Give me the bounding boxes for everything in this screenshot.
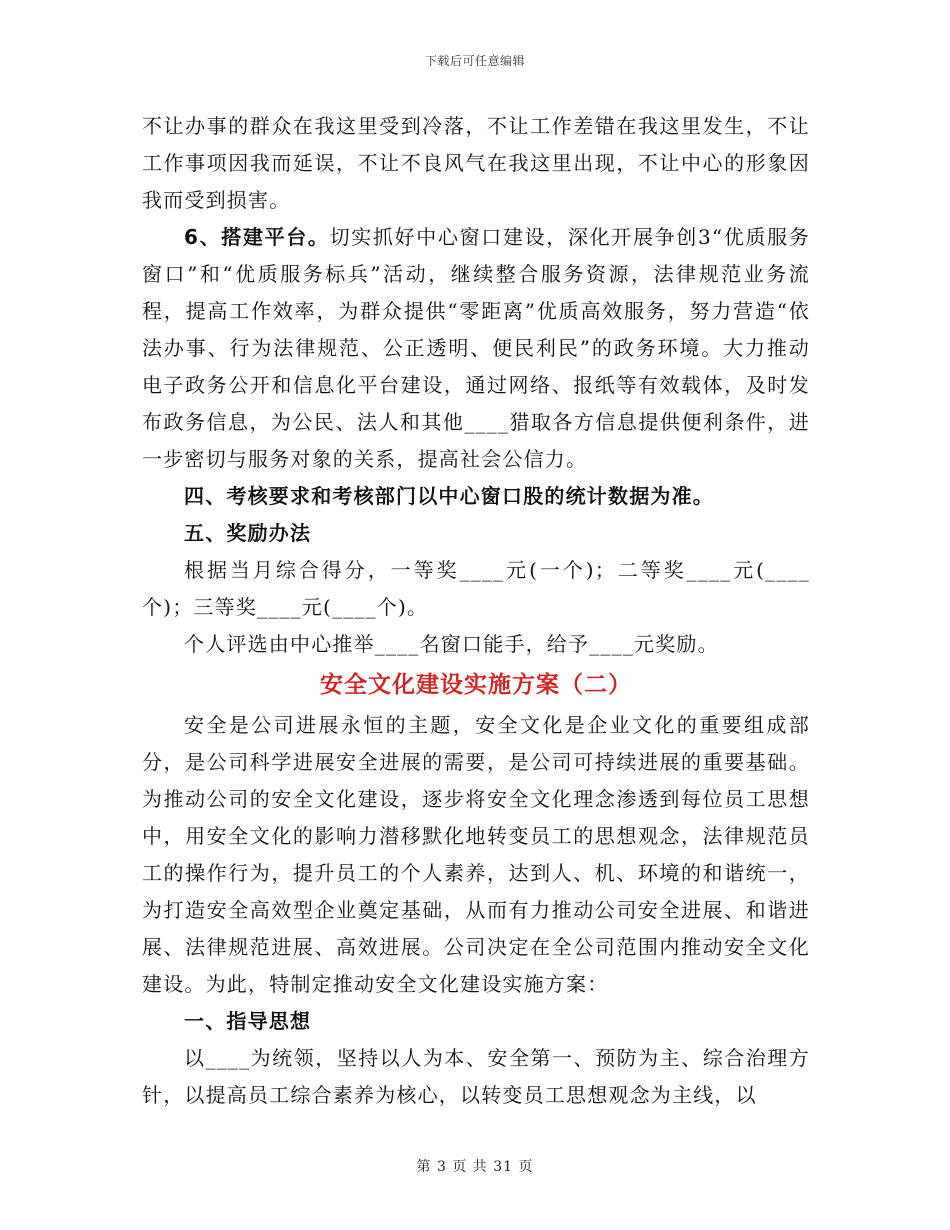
section-title: 安全文化建设实施方案（二） — [320, 672, 632, 698]
heading-guiding-thought: 一、指导思想 — [184, 1009, 312, 1033]
heading-assessment: 四、考核要求和考核部门以中心窗口股的统计数据为准。 — [184, 484, 714, 508]
heading-rewards: 五、奖励办法 — [184, 521, 312, 545]
paragraph-continuation: 不让办事的群众在我这里受到冷落，不让工作差错在我这里发生，不让工作事项因我而延误，不让不良风气在我这里出现，不让中心的形象因我而受到损害。 — [142, 114, 810, 212]
paragraph-6 — [142, 219, 810, 478]
paragraph-intro: 安全是公司进展永恒的主题，安全文化是企业文化的重要组成部分，是公司科学进展安全进展的需要，是公司可持续进展的重要基础。为推动公司的安全文化建设，逐步将安全文化理念渗透到每位员工思想中，用安全文化的影响力潜移默化地转变员工的思想观念，法律规范员工的操作行为，提升员工的个人素养，达到人、机、环境的和谐统一，为打造安全高效型企业奠定基础，从而有力推动公司安全进展、和谐进展、法律规范进展、高效进展。公司决定在全公司范围内推动安全文化建设。为此，特制定推动安全文化建设实施方案： — [142, 713, 810, 996]
paragraph-6-text: 切实抓好中心窗口建设，深化开展争创3“优质服务窗口”和“优质服务标兵”活动，继续整合服务资源，法律规范业务流程，提高工作效率，为群众提供“零距离”优质高效服务，努力营造“依法办事、行为法律规范、公正透明、便民利民”的政务环境。大力推动电子政务公开和信息化平台建设，通过网络、报纸等有效载体，及时发布政务信息，为公民、法人和其他____猎取各方信息提供便利条件，进一步密切与服务对象的关系，提高社会公信力。 — [142, 225, 810, 471]
page-number: 第 3 页 共 31 页 — [416, 1159, 534, 1175]
paragraph-award: 根据当月综合得分，一等奖____元(一个)；二等奖____元(____个)；三等奖____元(____个)。 — [142, 558, 810, 619]
paragraph-individual-award: 个人评选由中心推举____名窗口能手，给予____元奖励。 — [184, 632, 719, 656]
paragraph-guiding-thought: 以____为统领，坚持以人为本、安全第一、预防为主、综合治理方针，以提高员工综合素养为核心，以转变员工思想观念为主线，以 — [142, 1046, 810, 1107]
document-body — [142, 108, 810, 1114]
header-note: 下载后可任意编辑 — [424, 54, 525, 68]
paragraph-6-lead: 6、搭建平台。 — [184, 225, 330, 249]
